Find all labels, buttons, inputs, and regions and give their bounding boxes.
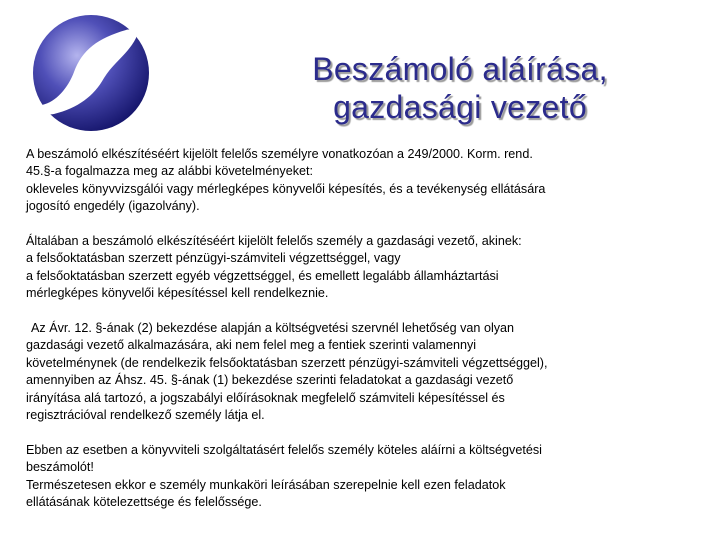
paragraph-line: regisztrációval rendelkező személy látja el. (26, 408, 265, 423)
paragraph-line: a felsőoktatásban szerzett pénzügyi-számviteli végzettséggel, vagy (26, 251, 401, 266)
paragraph-line: követelménynek (de rendelkezik felsőoktatásban szerzett pénzügyi-számviteli végzettséggel), (26, 355, 548, 370)
paragraph-line: ellátásának kötelezettsége és felelőssége. (26, 495, 262, 510)
paragraph-gap (26, 216, 710, 233)
paragraph-line: Általában a beszámoló elkészítéséért kijelölt felelős személy a gazdasági vezető, akinek: (26, 234, 522, 249)
paragraph-line: irányítása alá tartozó, a jogszabályi előírásoknak megfelelő számviteli képesítéssel és (26, 390, 505, 405)
paragraph-line: beszámolót! (26, 460, 94, 475)
paragraph-line: Ebben az esetben a könyvviteli szolgáltatásért felelős személy köteles aláírni a költségvetési (26, 442, 542, 457)
paragraph-line: Az Ávr. 12. §-ának (2) bekezdése alapján a költségvetési szervnél lehetőség van olyan (31, 321, 515, 336)
title-line-2: gazdasági vezető (333, 89, 587, 125)
paragraph-economic-leader (26, 233, 710, 303)
page-title (220, 50, 700, 126)
paragraph-line: jogosító engedély (igazolvány). (26, 199, 200, 214)
paragraph-gap (26, 303, 710, 320)
paragraph-avr (26, 320, 710, 424)
paragraph-line: amennyiben az Áhsz. 45. §-ának (1) bekezdése szerinti feladatokat a gazdasági vezető (26, 373, 514, 388)
title-line-1: Beszámoló aláírása, (312, 51, 608, 87)
paragraph-requirements (26, 146, 710, 216)
body-text (26, 146, 710, 511)
paragraph-signature (26, 442, 710, 512)
paragraph-line: gazdasági vezető alkalmazására, aki nem felel meg a fentiek szerinti valamennyi (26, 338, 477, 353)
paragraph-gap (26, 424, 710, 441)
paragraph-line: okleveles könyvvizsgálói vagy mérlegképes könyvelői képesítés, és a tevékenység ellátására (26, 181, 546, 196)
wave-logo-icon (28, 10, 154, 136)
paragraph-line: a felsőoktatásban szerzett egyéb végzettséggel, és emellett legalább államháztartási (26, 268, 499, 283)
paragraph-line: Természetesen ekkor e személy munkaköri leírásában szerepelnie kell ezen feladatok (26, 477, 506, 492)
paragraph-line: mérlegképes könyvelői képesítéssel kell rendelkeznie. (26, 286, 329, 301)
paragraph-line: A beszámoló elkészítéséért kijelölt felelős személyre vonatkozóan a 249/2000. Korm. rend. (26, 147, 533, 161)
paragraph-line: 45.§-a fogalmazza meg az alábbi követelményeket: (26, 164, 314, 179)
